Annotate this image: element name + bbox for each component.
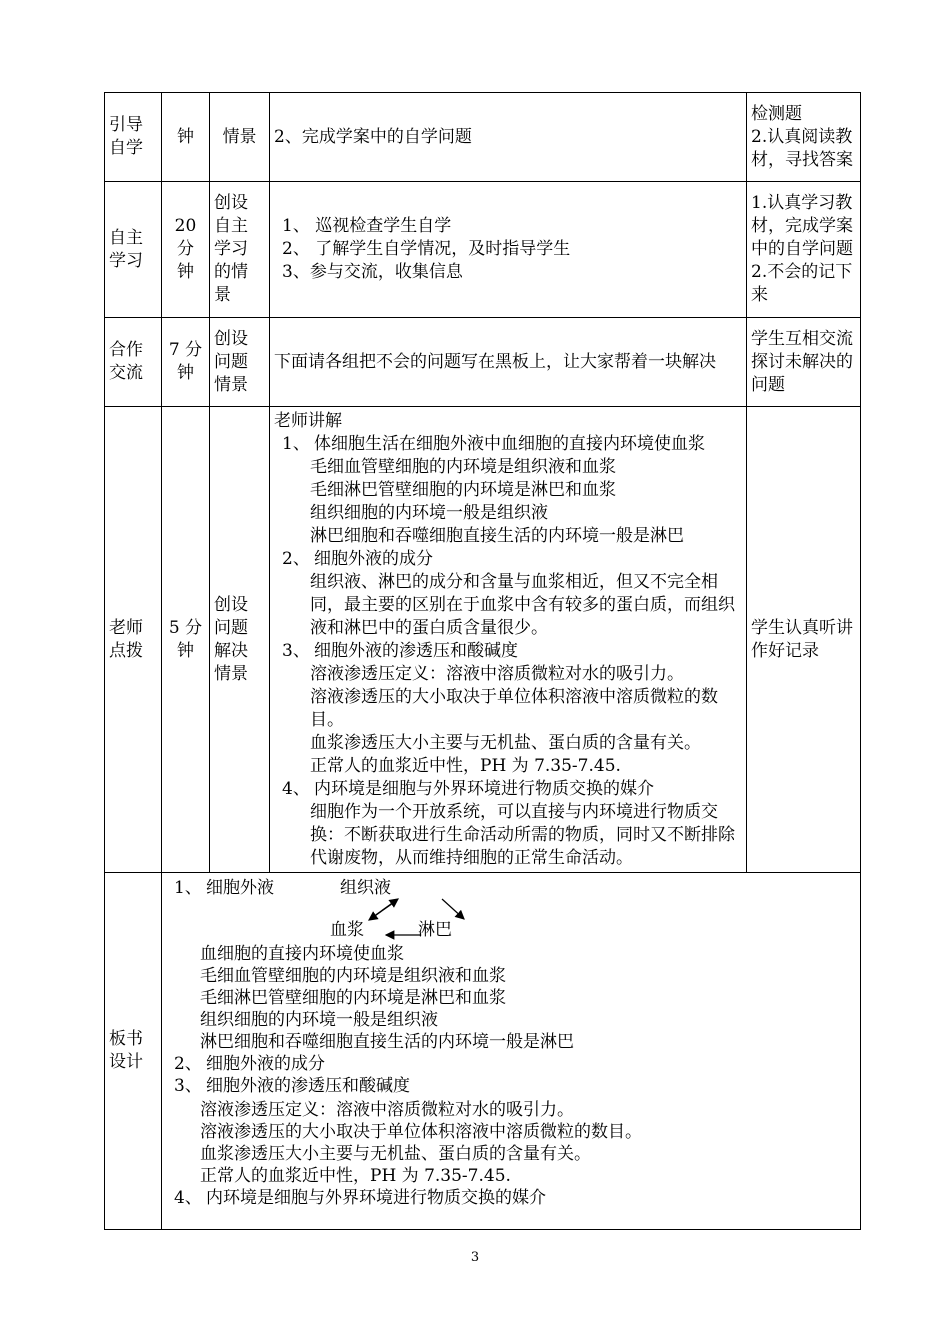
teacher-explanation: 老师讲解 1、 体细胞生活在细胞外液中血细胞的直接内环境使血浆 毛细血管壁细胞的内环境是组织液和血浆 毛细淋巴管壁细胞的内环境是淋巴和血浆 组织细胞的内环境一般是组织液 淋巴细胞和吞噬细胞直接生活的内环境一般是淋巴 2、 细胞外液的成分 组织液、淋巴的成分和含量与血浆相近，但又不完全相同，最主要的区别在于血浆中含有较多的蛋白质，而组织液和淋巴中的蛋白质含量很少。 3、 细胞外液的渗透压和酸碱度 溶液渗透压定义：溶液中溶质微粒对水的吸引力。 溶液渗透压的大小取决于单位体积溶液中溶质微粒的数目。 血浆渗透压大小主要与无机盐、蛋白质的含量有关。 正常人的血浆近中性，PH 为 7.35-7.45. 4、 内环境是细胞与外界环境进行物质交换的媒介 细胞作为一个开放系统，可以直接与内环境进行物质交换：不断获取进行生命活动所需的物质，同时又不断排除代谢废物，从而维持细胞的正常生命活动。 (270, 407, 747, 873)
student-activity: 检测题 2.认真阅读教材，寻找答案 (747, 93, 861, 182)
stage-cell: 自主 学习 (105, 182, 162, 318)
point-4: 4、 内环境是细胞与外界环境进行物质交换的媒介 (282, 778, 654, 799)
student-activity: 学生互相交流探讨未解决的问题 (747, 318, 861, 407)
row-guided-self-study (105, 93, 861, 182)
scene-cell: 创设 问题 情景 (210, 318, 270, 407)
arrow-tissue-to-plasma (369, 901, 396, 920)
teacher-activity: 2、完成学案中的自学问题 (270, 93, 747, 182)
time-cell: 钟 (162, 93, 210, 182)
row-cooperative-exchange (105, 318, 861, 407)
time-cell: 20 分 钟 (162, 182, 210, 318)
student-activity: 1.认真学习教材，完成学案中的自学问题 2.不会的记下来 (747, 182, 861, 318)
time-cell: 5 分 钟 (162, 407, 210, 873)
point-1: 1、 体细胞生活在细胞外液中血细胞的直接内环境使血浆 (282, 433, 705, 454)
board-label-cell: 板书 设计 (105, 873, 162, 1230)
stage-cell: 老师 点拨 (105, 407, 162, 873)
stage-cell: 引导 自学 (105, 93, 162, 182)
time-cell: 7 分 钟 (162, 318, 210, 407)
point-2: 2、 细胞外液的成分 (282, 548, 433, 569)
row-teacher-guidance (105, 407, 861, 873)
scene-cell: 创设 自主 学习 的情 景 (210, 182, 270, 318)
point-3: 3、 细胞外液的渗透压和酸碱度 (282, 640, 518, 661)
stage-cell: 合作 交流 (105, 318, 162, 407)
board-design-content: 1、 细胞外液 组织液 血浆 淋巴 血细胞的直接内环境使血浆 毛细血管壁细胞的内环境是组织液和血浆 毛细淋巴管壁细胞的内环境是淋巴和血浆 组织细胞的内环境一般是组织液 淋巴细胞和吞噬细胞直接生活的内环境一般是淋巴 2、 细胞外液的成分 3、 细胞外液的渗透压和酸碱度 溶液渗透压定义：溶液中溶质微粒对水的吸引力。 溶液渗透压的大小取决于单位体积溶液中溶质微粒的数目。 血浆渗透压大小主要与无机盐、蛋白质的含量有关。 正常人的血浆近中性，PH 为 7.35-7.45. 4、 内环境是细胞与外界环境进行物质交换的媒介 (162, 873, 861, 1230)
lesson-plan-table (104, 92, 861, 1230)
scene-cell: 创设 问题 解决 情景 (210, 407, 270, 873)
student-activity: 学生认真听讲作好记录 (747, 407, 861, 873)
page-number: 3 (470, 1250, 480, 1265)
teacher-activity: 下面请各组把不会的问题写在黑板上，让大家帮着一块解决 (270, 318, 747, 407)
teacher-activity: 1、 巡视检查学生自学 2、 了解学生自学情况，及时指导学生 3、参与交流，收集信息 (270, 182, 747, 318)
scene-cell: 情景 (210, 93, 270, 182)
row-board-design (105, 873, 861, 1230)
arrow-tissue-to-lymph (442, 899, 464, 919)
row-independent-study (105, 182, 861, 318)
